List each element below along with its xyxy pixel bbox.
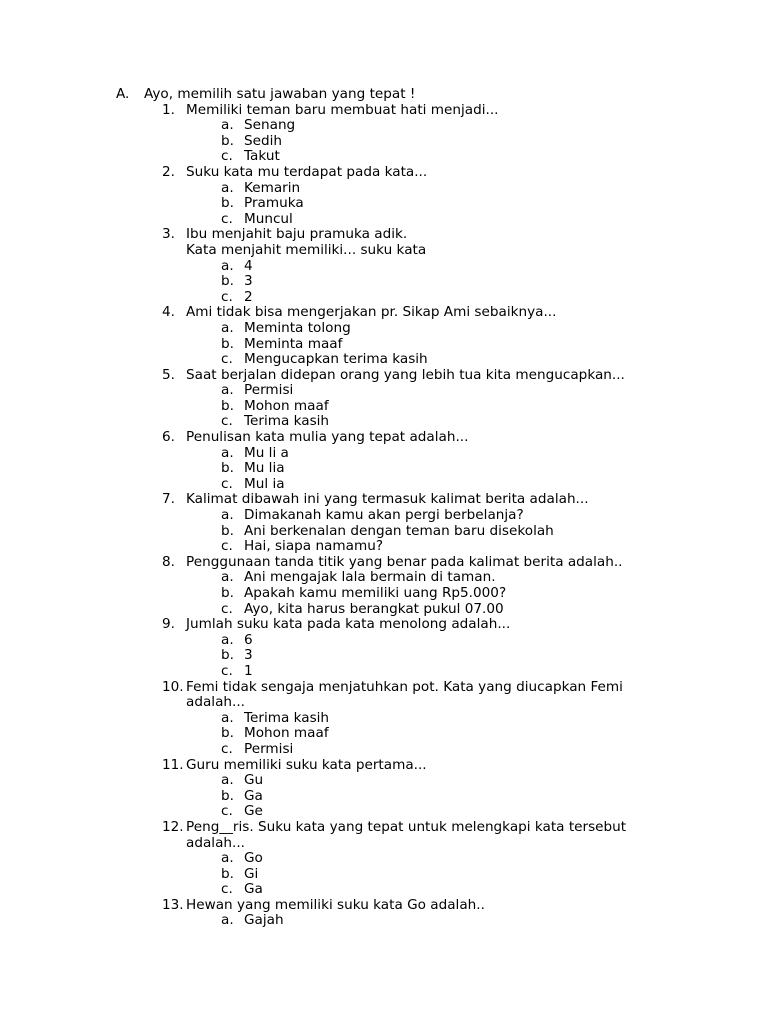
option-letter: a. [221,257,234,274]
question-number: 7. [162,491,175,508]
answer-option [0,446,768,462]
answer-option [0,570,768,586]
option-letter: a. [221,507,234,524]
option-letter: a. [221,631,234,648]
question-item [0,368,768,430]
question-line [0,165,768,181]
option-letter: a. [221,382,234,399]
question-text: Penggunaan tanda titik yang benar pada kalimat berita adalah.. [186,553,623,570]
option-letter: a. [221,569,234,586]
question-number: 1. [162,101,175,118]
option-letter: a. [221,179,234,196]
question-text: Penulisan kata mulia yang tepat adalah... [186,429,469,446]
option-text: Ani mengajak lala bermain di taman. [244,569,496,586]
answer-option [0,134,768,150]
answer-option [0,290,768,306]
question-text: Peng__ris. Suku kata yang tepat untuk melengkapi kata tersebut [186,818,627,835]
answer-option [0,196,768,212]
answer-option [0,524,768,540]
question-item [0,227,768,305]
option-letter: b. [221,195,234,212]
option-letter: b. [221,522,234,539]
option-letter: b. [221,725,234,742]
answer-option [0,181,768,197]
section-letter: A. [116,86,130,102]
section-title: Ayo, memilih satu jawaban yang tepat ! [144,86,416,102]
question-line [0,243,768,259]
option-letter: c. [221,413,233,430]
question-item [0,430,768,492]
option-letter: a. [221,850,234,867]
answer-option [0,118,768,134]
option-letter: b. [221,647,234,664]
answer-option [0,711,768,727]
question-line [0,820,768,836]
question-number: 5. [162,366,175,383]
option-text: Apakah kamu memiliki uang Rp5.000? [244,585,507,601]
question-item [0,165,768,227]
question-line [0,836,768,852]
answer-option [0,851,768,867]
question-text: Kata menjahit memiliki... suku kata [186,241,427,258]
answer-option [0,773,768,789]
option-letter: b. [221,460,234,477]
question-text: adalah... [186,834,245,851]
question-item [0,103,768,165]
answer-option [0,539,768,555]
option-text: Gajah [244,912,284,929]
question-line [0,368,768,384]
option-letter: c. [221,538,233,555]
answer-option [0,789,768,805]
option-letter: a. [221,117,234,134]
answer-option [0,461,768,477]
question-number: 13. [162,896,184,913]
question-text: Suku kata mu terdapat pada kata... [186,163,428,180]
option-text: Meminta tolong [244,319,351,336]
option-text: Ga [244,787,263,804]
option-letter: c. [221,210,233,227]
question-line [0,680,768,696]
question-item [0,680,768,758]
option-text: Muncul [244,210,293,227]
question-line [0,305,768,321]
option-text: Hai, siapa namamu? [244,538,384,555]
question-text: Ami tidak bisa mengerjakan pr. Sikap Ami sebaiknya... [186,304,557,321]
option-letter: c. [221,148,233,165]
answer-option [0,882,768,898]
option-letter: a. [221,772,234,789]
section-header [0,87,768,103]
option-text: Ani berkenalan dengan teman baru disekolah [244,522,554,539]
question-text: Memiliki teman baru membuat hati menjadi... [186,101,499,118]
option-text: 4 [244,257,253,274]
answer-option [0,477,768,493]
option-letter: b. [221,397,234,414]
option-text: Terima kasih [244,709,330,726]
answer-option [0,648,768,664]
option-letter: a. [221,444,234,461]
option-letter: c. [221,288,233,305]
option-text: Sedih [244,132,283,149]
question-text: adalah... [186,694,245,711]
answer-option [0,383,768,399]
option-text: Mul ia [244,475,285,492]
option-text: Ga [244,881,263,898]
option-text: Takut [244,148,280,165]
option-letter: b. [221,273,234,290]
question-number: 2. [162,163,175,180]
option-letter: c. [221,881,233,898]
option-letter: c. [221,475,233,492]
answer-option [0,913,768,929]
option-text: Mohon maaf [244,725,329,742]
question-line [0,492,768,508]
option-letter: b. [221,585,234,601]
question-text: Guru memiliki suku kata pertama... [186,756,427,773]
question-line [0,617,768,633]
answer-option [0,804,768,820]
option-letter: c. [221,662,233,679]
option-letter: b. [221,335,234,352]
option-letter: b. [221,787,234,804]
question-text: Hewan yang memiliki suku kata Go adalah.. [186,896,485,913]
option-text: Gu [244,772,264,789]
option-letter: c. [221,600,233,617]
option-text: 3 [244,273,253,290]
option-letter: c. [221,351,233,368]
question-text: Kalimat dibawah ini yang termasuk kalimat berita adalah... [186,491,589,508]
question-section [0,87,768,929]
answer-option [0,212,768,228]
answer-option [0,633,768,649]
question-item [0,492,768,554]
option-letter: a. [221,319,234,336]
answer-option [0,602,768,618]
answer-option [0,586,768,602]
option-letter: c. [221,740,233,757]
option-text: Kemarin [244,179,301,196]
question-item [0,617,768,679]
option-text: 6 [244,631,253,648]
answer-option [0,274,768,290]
question-number: 3. [162,226,175,243]
answer-option [0,352,768,368]
question-item [0,555,768,617]
question-number: 10. [162,678,184,695]
option-letter: b. [221,865,234,882]
option-text: Senang [244,117,296,134]
answer-option [0,337,768,353]
answer-option [0,508,768,524]
answer-option [0,664,768,680]
question-number: 6. [162,429,175,446]
question-text: Saat berjalan didepan orang yang lebih tua kita mengucapkan... [186,366,625,383]
option-text: 2 [244,288,253,305]
option-letter: c. [221,803,233,820]
option-text: Permisi [244,740,294,757]
answer-option [0,867,768,883]
question-line [0,758,768,774]
question-item [0,758,768,820]
question-item [0,305,768,367]
option-text: Gi [244,865,259,882]
option-text: Go [244,850,263,867]
question-line [0,227,768,243]
question-item [0,898,768,929]
option-letter: a. [221,709,234,726]
option-text: Permisi [244,382,294,399]
option-text: Mu li a [244,444,289,461]
option-text: Pramuka [244,195,304,212]
option-letter: a. [221,912,234,929]
answer-option [0,321,768,337]
option-text: Ge [244,803,263,820]
option-text: Dimakanah kamu akan pergi berbelanja? [244,507,524,524]
option-text: 1 [244,662,253,679]
option-text: Ayo, kita harus berangkat pukul 07.00 [244,600,504,617]
question-item [0,820,768,898]
option-text: Mu lia [244,460,285,477]
question-line [0,103,768,119]
question-line [0,430,768,446]
question-line [0,695,768,711]
answer-option [0,742,768,758]
answer-option [0,399,768,415]
question-text: Femi tidak sengaja menjatuhkan pot. Kata yang diucapkan Femi [186,678,623,695]
option-text: Mohon maaf [244,397,329,414]
answer-option [0,259,768,275]
option-letter: b. [221,132,234,149]
question-text: Jumlah suku kata pada kata menolong adalah... [186,616,511,633]
question-line [0,555,768,571]
question-number: 11. [162,756,184,773]
question-number: 12. [162,818,184,835]
question-number: 9. [162,616,175,633]
answer-option [0,726,768,742]
question-number: 4. [162,304,175,321]
answer-option [0,149,768,165]
option-text: Mengucapkan terima kasih [244,351,428,368]
question-text: Ibu menjahit baju pramuka adik. [186,226,408,243]
answer-option [0,414,768,430]
option-text: Terima kasih [244,413,330,430]
option-text: Meminta maaf [244,335,343,352]
question-line [0,898,768,914]
option-text: 3 [244,647,253,664]
question-number: 8. [162,553,175,570]
